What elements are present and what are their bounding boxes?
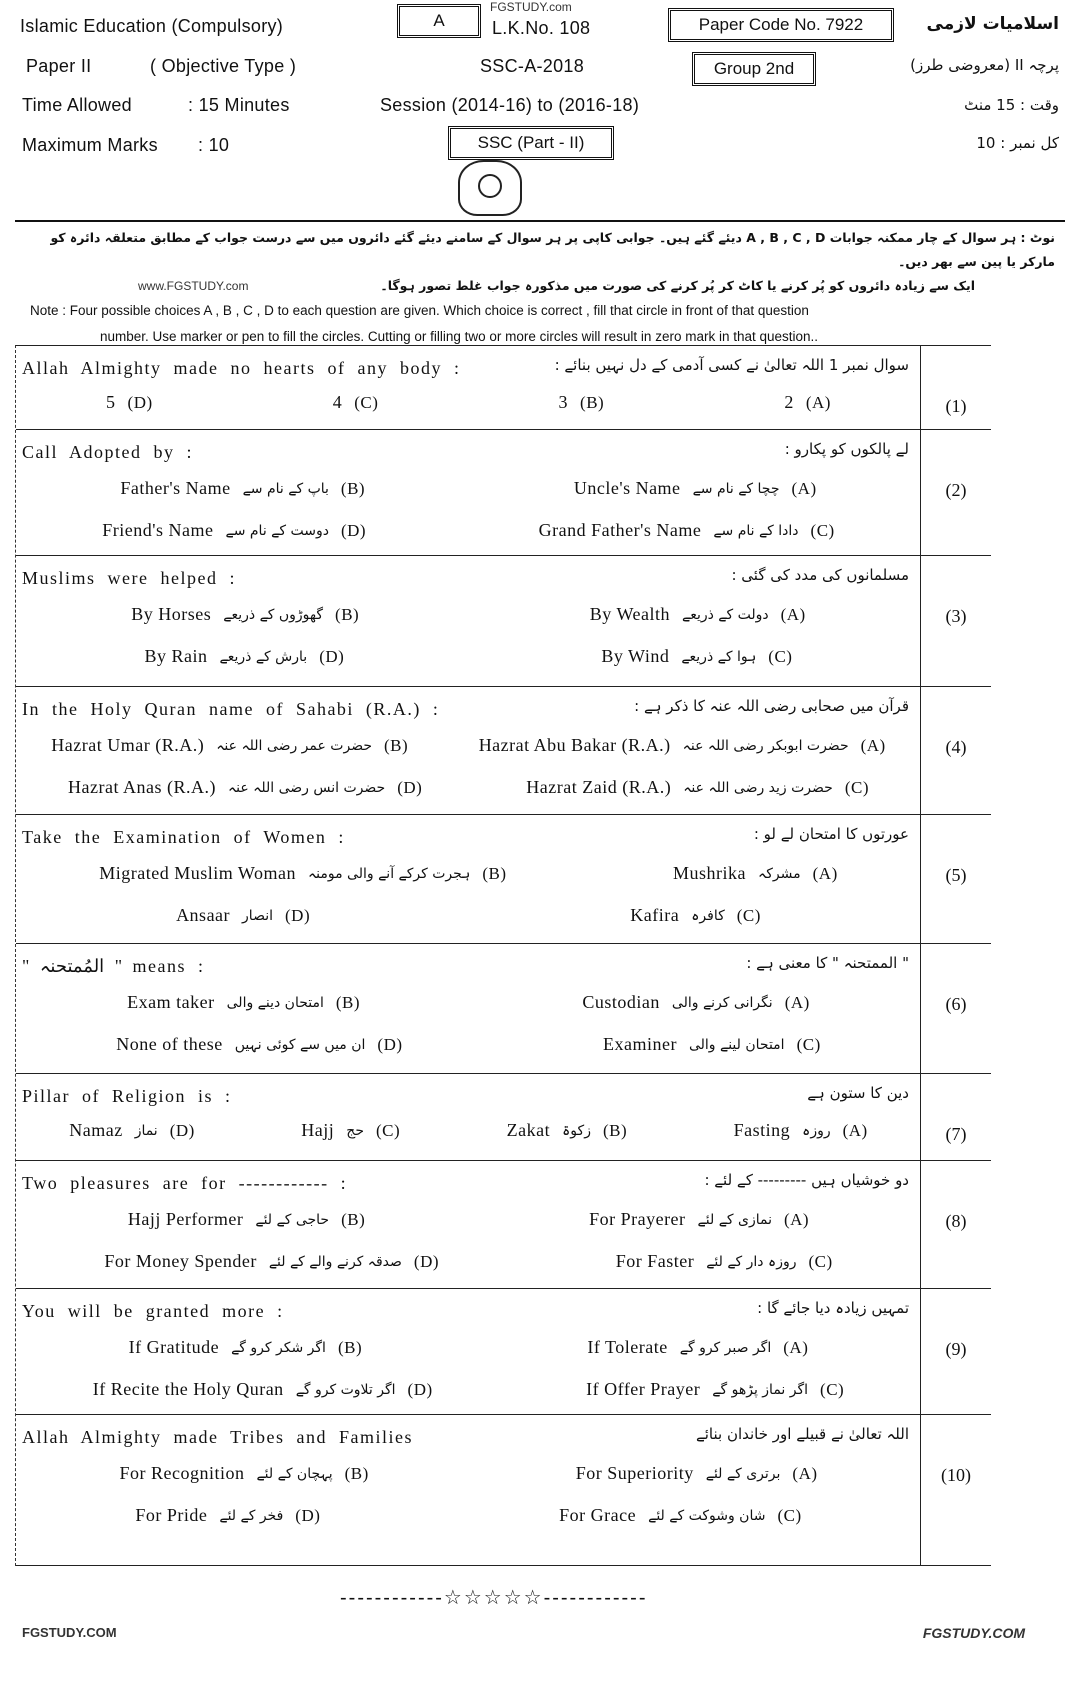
options-line: [16, 1463, 921, 1484]
option-urdu: صدقہ کرنے والے کے لئے: [268, 1253, 402, 1270]
paper-type: ( Objective Type ): [150, 56, 297, 76]
subject-english: Islamic Education (Compulsory): [20, 16, 284, 36]
note-urdu-line1: نوٹ : ہر سوال کے چار ممکنہ جوابات A , B , C , D دیئے گئے ہیں۔ جوابی کاپی پر ہر سوال کے سامنے دیئے گئے دائروں میں سے درست جواب کے مطابق متعلقہ دائرہ کو مارکر یا پین سے بھر دیں۔: [50, 230, 1055, 269]
question-stem-urdu: اللہ تعالیٰ نے قبیلے اور خاندان بنائے: [695, 1425, 909, 1443]
option-english: Examiner: [602, 1034, 677, 1054]
question-number: (9): [945, 1339, 967, 1359]
option-english: Exam taker: [127, 992, 215, 1012]
watermark: FGSTUDY.com: [490, 0, 572, 14]
option-urdu: مشرکہ: [758, 865, 801, 882]
option-english: By Wind: [601, 646, 670, 666]
option-letter: (D): [413, 1251, 440, 1271]
option-letter: (A): [812, 863, 838, 883]
option-urdu: انصار: [242, 907, 273, 924]
question-number-cell: [920, 1161, 991, 1288]
question-number-cell: [920, 1074, 991, 1160]
option-english: None of these: [116, 1034, 223, 1054]
option-english: Hajj Performer: [127, 1209, 244, 1229]
option-c: [603, 1034, 821, 1055]
option-b: [51, 735, 408, 756]
option-a: [589, 1209, 809, 1230]
option-urdu: چچا کے نام سے: [692, 480, 780, 497]
option-urdu: ہوا کے ذریعے: [681, 648, 757, 665]
option-c: [333, 392, 379, 413]
option-letter: (A): [860, 735, 886, 755]
option-d: [116, 1034, 402, 1055]
option-english: For Pride: [135, 1505, 208, 1525]
board-seal-logo: [458, 160, 522, 216]
option-english: Namaz: [69, 1120, 123, 1140]
options-line: [16, 1034, 921, 1055]
question-number-cell: [920, 944, 991, 1073]
option-letter: (B): [340, 478, 366, 498]
option-letter: (D): [169, 1120, 195, 1140]
option-letter: (C): [354, 392, 379, 412]
option-urdu: شان وشوکت کے لئے: [648, 1507, 766, 1524]
question-stem-urdu: مسلمانوں کی مدد کی گئی :: [731, 566, 909, 584]
questions-table: [15, 345, 991, 1566]
question-number: (6): [945, 994, 967, 1014]
option-english: Hajj: [301, 1120, 335, 1140]
options-line: [16, 992, 921, 1013]
option-letter: (C): [736, 905, 761, 925]
option-letter: (A): [783, 1209, 810, 1229]
time-urdu: وقت : 15 منٹ: [964, 96, 1059, 114]
option-english: Uncle's Name: [573, 478, 681, 498]
option-english: If Recite the Holy Quran: [92, 1379, 284, 1399]
question-stem-urdu: لے پالکوں کو پکارو :: [784, 440, 909, 458]
note-english-line2: number. Use marker or pen to fill the circles. Cutting or filling two or more circles will result in zero mark in that question..: [100, 329, 819, 344]
option-d: [68, 777, 422, 798]
option-urdu: گھوڑوں کے ذریعے: [223, 606, 324, 623]
option-b: [127, 992, 360, 1013]
option-english: If Offer Prayer: [586, 1379, 701, 1399]
option-letter: (D): [295, 1505, 321, 1525]
option-c: [630, 905, 761, 926]
option-c: [539, 520, 835, 541]
option-letter: (A): [780, 604, 806, 624]
exam-name: SSC-A-2018: [480, 56, 585, 76]
option-letter: (C): [820, 1379, 845, 1399]
option-english: By Wealth: [589, 604, 670, 624]
question-number: (8): [945, 1211, 967, 1231]
divider: [15, 220, 1065, 222]
option-english: Hazrat Zaid (R.A.): [526, 777, 672, 797]
max-marks-label: Maximum Marks: [22, 135, 158, 155]
option-a: [590, 604, 806, 625]
options-line: [16, 1120, 921, 1141]
option-urdu: دادا کے نام سے: [713, 522, 799, 539]
option-b: [99, 863, 506, 884]
option-letter: (D): [127, 392, 153, 412]
option-letter: (D): [285, 905, 311, 925]
option-urdu: فخر کے لئے: [219, 1507, 284, 1524]
option-d: [145, 646, 345, 667]
option-urdu: اگر شکر کرو گے: [231, 1339, 326, 1356]
option-urdu: کافرہ: [691, 907, 725, 924]
option-english: 2: [784, 392, 794, 412]
version-box: A: [397, 4, 481, 38]
option-letter: (C): [777, 1505, 802, 1525]
option-urdu: امتحان لینے والی: [688, 1036, 785, 1053]
option-urdu: اگر صبر کرو گے: [679, 1339, 772, 1356]
option-c: [586, 1379, 844, 1400]
option-letter: (C): [844, 777, 869, 797]
question-stem-english: Take the Examination of Women :: [22, 827, 345, 847]
option-urdu: حضرت ابوبکر رضی اللہ عنہ: [682, 737, 849, 754]
question-stem-urdu: سوال نمبر 1 اللہ تعالیٰ نے کسی آدمی کے دل نہیں بنائے :: [554, 356, 909, 374]
option-c: [601, 646, 792, 667]
option-d: [176, 905, 310, 926]
option-english: Grand Father's Name: [538, 520, 702, 540]
option-a: [576, 1463, 818, 1484]
option-letter: (B): [335, 992, 361, 1012]
option-urdu: نماز: [134, 1122, 158, 1139]
option-english: For Money Spender: [104, 1251, 257, 1271]
option-c: [616, 1251, 833, 1272]
option-letter: (B): [335, 604, 360, 624]
question-row: [16, 430, 991, 556]
question-stem-english: Call Adopted by :: [22, 442, 193, 462]
option-english: If Gratitude: [128, 1337, 220, 1357]
option-letter: (C): [375, 1120, 401, 1140]
option-d: [106, 392, 153, 413]
options-line: [16, 1505, 921, 1526]
option-c: [526, 777, 869, 798]
options-line: [16, 478, 921, 499]
question-number-cell: [920, 687, 991, 814]
option-letter: (B): [482, 863, 507, 883]
option-letter: (A): [783, 1337, 809, 1357]
question-number-cell: [920, 815, 991, 943]
options-line: [16, 777, 921, 798]
note-urdu-line2: ایک سے زیادہ دائروں کو پُر کرنے یا کاٹ کر پُر کرنے کی صورت میں مذکورہ جواب غلط تصور ہوگا۔: [380, 278, 975, 293]
option-a: [587, 1337, 808, 1358]
option-letter: (B): [602, 1120, 628, 1140]
option-english: Custodian: [582, 992, 660, 1012]
paper-number: Paper II: [26, 56, 92, 76]
option-d: [104, 1251, 439, 1272]
option-letter: (A): [805, 392, 831, 412]
option-english: Migrated Muslim Woman: [99, 863, 296, 883]
question-number-cell: [920, 1415, 991, 1565]
question-row: [16, 1415, 991, 1566]
option-urdu: زکوۃ: [562, 1122, 591, 1139]
option-d: [93, 1379, 433, 1400]
option-letter: (C): [768, 646, 793, 666]
option-letter: (B): [580, 392, 605, 412]
question-number: (10): [941, 1465, 971, 1485]
question-stem-english: Allah Almighty made Tribes and Families: [22, 1427, 413, 1447]
option-urdu: ہجرت کرکے آنے والی مومنہ: [307, 865, 471, 882]
option-english: By Horses: [131, 604, 212, 624]
option-urdu: حضرت زید رضی اللہ عنہ: [683, 779, 833, 796]
option-english: Zakat: [506, 1120, 551, 1140]
options-line: [16, 646, 921, 667]
option-english: 3: [558, 392, 569, 412]
paper-urdu: پرچہ II (معروضی طرز): [910, 56, 1059, 74]
option-a: [479, 735, 886, 756]
note-english-line1: Note : Four possible choices A , B , C , D to each question are given. Which choice is correct , fill that circle in front of that question: [30, 303, 809, 318]
option-letter: (B): [383, 735, 409, 755]
option-a: [582, 992, 809, 1013]
option-b: [120, 478, 365, 499]
group-box: Group 2nd: [692, 52, 816, 86]
question-number: (2): [945, 480, 967, 500]
option-letter: (C): [808, 1251, 833, 1271]
watermark: FGSTUDY.COM: [22, 1625, 117, 1640]
option-a: [734, 1120, 868, 1141]
option-urdu: حج: [346, 1122, 364, 1139]
option-b: [507, 1120, 628, 1141]
question-stem-urdu: دو خوشیاں ہیں --------- کے لئے :: [704, 1171, 909, 1189]
option-letter: (A): [842, 1120, 868, 1140]
question-stem-english: Muslims were helped :: [22, 568, 236, 588]
option-b: [128, 1209, 365, 1230]
option-c: [559, 1505, 801, 1526]
question-number: (5): [945, 865, 967, 885]
option-letter: (D): [407, 1379, 433, 1399]
option-english: Mushrika: [673, 863, 747, 883]
question-row: [16, 556, 991, 687]
question-row: [16, 815, 991, 944]
question-row: [16, 944, 991, 1074]
question-number-cell: [920, 1289, 991, 1414]
option-urdu: بارش کے ذریعے: [219, 648, 308, 665]
option-urdu: روزہ دار کے لئے: [706, 1253, 797, 1270]
options-line: [16, 1209, 921, 1230]
option-b: [119, 1463, 368, 1484]
option-urdu: نمازی کے لئے: [697, 1211, 772, 1228]
option-urdu: نگرانی کرنے والی: [671, 994, 773, 1011]
options-line: [16, 863, 921, 884]
option-english: 5: [106, 392, 116, 412]
options-line: [16, 520, 921, 541]
question-row: [16, 687, 991, 815]
option-english: 4: [332, 392, 343, 412]
question-stem-urdu: قرآن میں صحابی رضی اللہ عنہ کا ذکر ہے :: [634, 697, 909, 715]
subject-urdu: اسلامیات لازمی: [926, 14, 1059, 34]
option-letter: (C): [810, 520, 835, 540]
option-english: For Prayerer: [589, 1209, 686, 1229]
option-english: Friend's Name: [102, 520, 214, 540]
option-urdu: برتری کے لئے: [705, 1465, 781, 1482]
option-letter: (D): [397, 777, 423, 797]
option-english: For Superiority: [575, 1463, 694, 1483]
option-urdu: باپ کے نام سے: [242, 480, 329, 497]
lk-number: L.K.No. 108: [492, 18, 591, 38]
option-d: [135, 1505, 320, 1526]
question-stem-urdu: عورتوں کا امتحان لے لو :: [753, 825, 909, 843]
question-stem-english: Pillar of Religion is :: [22, 1086, 232, 1106]
part-box: SSC (Part - II): [448, 126, 614, 160]
instructions-note: [18, 226, 1055, 350]
option-urdu: دوست کے نام سے: [225, 522, 329, 539]
options-line: [16, 1251, 921, 1272]
option-urdu: اگر تلاوت کرو گے: [295, 1381, 396, 1398]
option-english: By Rain: [144, 646, 208, 666]
question-stem-english: " المُمتحنہ " means :: [22, 956, 205, 976]
option-urdu: روزہ: [802, 1122, 831, 1139]
option-urdu: حضرت انس رضی اللہ عنہ: [227, 779, 386, 796]
option-b: [131, 604, 359, 625]
option-b: [129, 1337, 362, 1358]
option-a: [784, 392, 831, 413]
option-a: [673, 863, 838, 884]
question-row: [16, 1289, 991, 1415]
question-stem-english: Two pleasures are for ------------ :: [22, 1173, 348, 1193]
option-a: [574, 478, 817, 499]
option-letter: (A): [792, 1463, 818, 1483]
options-line: [16, 604, 921, 625]
options-line: [16, 1379, 921, 1400]
option-urdu: دولت کے ذریعے: [681, 606, 769, 623]
time-allowed-label: Time Allowed: [22, 95, 132, 115]
option-english: For Recognition: [119, 1463, 245, 1483]
question-number-cell: [920, 556, 991, 686]
option-english: If Tolerate: [587, 1337, 668, 1357]
paper-code-box: Paper Code No. 7922: [668, 8, 894, 42]
option-english: Ansaar: [176, 905, 231, 925]
option-letter: (B): [341, 1209, 366, 1229]
options-line: [16, 735, 921, 756]
options-line: [16, 905, 921, 926]
question-number-cell: [920, 346, 991, 429]
options-line: [16, 1337, 921, 1358]
option-letter: (A): [791, 478, 817, 498]
question-row: [16, 346, 991, 430]
option-english: Kafira: [630, 905, 680, 925]
option-english: Hazrat Anas (R.A.): [67, 777, 216, 797]
question-number: (4): [945, 737, 967, 757]
max-marks-value: : 10: [198, 135, 230, 155]
question-stem-english: Allah Almighty made no hearts of any body :: [22, 358, 461, 378]
watermark: www.FGSTUDY.com: [138, 279, 249, 293]
question-number-cell: [920, 430, 991, 555]
end-stars: ------------☆☆☆☆☆------------: [340, 1587, 648, 1609]
option-letter: (B): [337, 1337, 363, 1357]
option-letter: (B): [344, 1463, 369, 1483]
question-number: (1): [945, 396, 967, 416]
question-number: (3): [945, 606, 967, 626]
option-letter: (D): [319, 646, 345, 666]
option-urdu: ان میں سے کوئی نہیں: [234, 1036, 366, 1053]
marks-urdu: کل نمبر : 10: [976, 134, 1059, 152]
question-stem-english: In the Holy Quran name of Sahabi (R.A.) :: [22, 699, 440, 719]
option-english: For Faster: [615, 1251, 695, 1271]
option-english: Fasting: [733, 1120, 791, 1140]
option-letter: (D): [377, 1034, 403, 1054]
option-b: [559, 392, 605, 413]
option-urdu: حاجی کے لئے: [255, 1211, 330, 1228]
option-letter: (C): [796, 1034, 821, 1054]
options-line: [16, 392, 921, 413]
question-stem-urdu: " الممتحنہ " کا معنی ہے :: [746, 954, 909, 972]
question-row: [16, 1161, 991, 1289]
watermark: FGSTUDY.COM: [922, 1625, 1025, 1641]
question-stem-english: You will be granted more :: [22, 1301, 284, 1321]
question-row: [16, 1074, 991, 1161]
question-number: (7): [945, 1124, 967, 1144]
option-urdu: پہچان کے لئے: [256, 1465, 333, 1482]
note-urdu-row2: [18, 274, 1055, 298]
session: Session (2014-16) to (2016-18): [380, 95, 640, 115]
question-stem-urdu: دین کا ستون ہے: [807, 1084, 909, 1102]
option-d: [69, 1120, 195, 1141]
option-urdu: حضرت عمر رضی اللہ عنہ: [216, 737, 372, 754]
option-letter: (A): [784, 992, 810, 1012]
option-urdu: امتحان دینے والی: [226, 994, 324, 1011]
option-letter: (D): [340, 520, 367, 540]
option-d: [102, 520, 366, 541]
option-urdu: اگر نماز پڑھو گے: [712, 1381, 809, 1398]
option-english: Hazrat Abu Bakar (R.A.): [478, 735, 671, 755]
option-english: Father's Name: [120, 478, 231, 498]
option-english: For Grace: [559, 1505, 637, 1525]
option-c: [301, 1120, 400, 1141]
time-allowed-value: : 15 Minutes: [188, 95, 290, 115]
option-english: Hazrat Umar (R.A.): [51, 735, 205, 755]
question-stem-urdu: تمہیں زیادہ دیا جائے گا :: [757, 1299, 909, 1317]
